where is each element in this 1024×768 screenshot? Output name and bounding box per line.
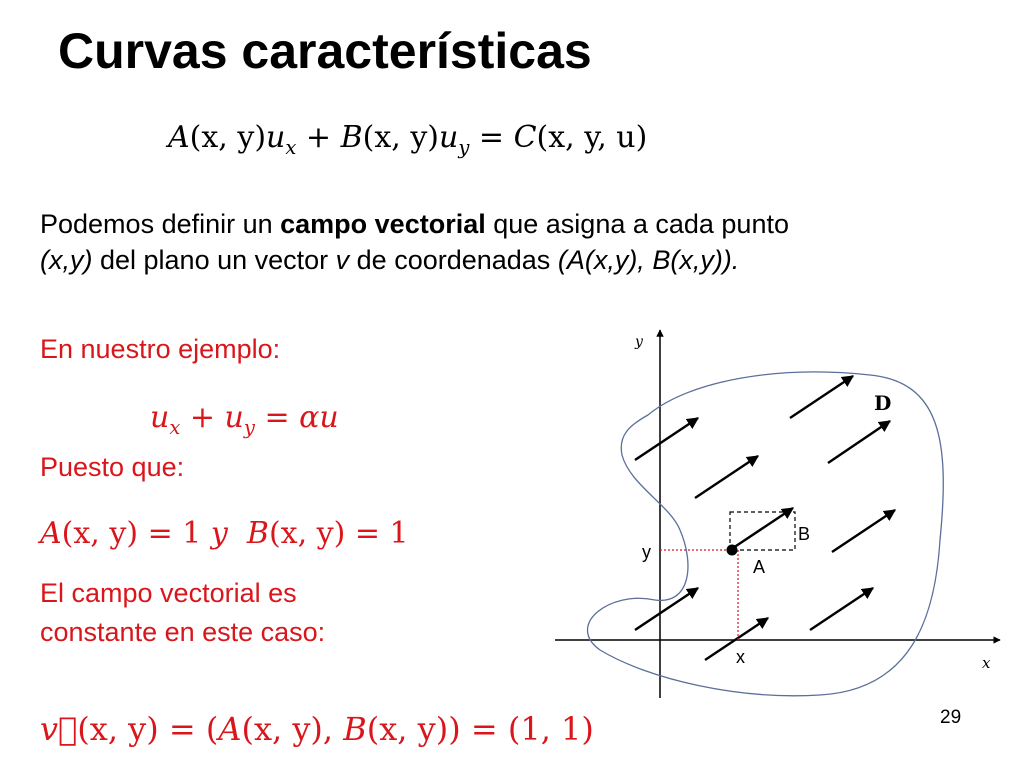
para-text: de coordenadas: [349, 245, 558, 275]
eq-term: B: [340, 120, 363, 155]
eq-term: u: [150, 400, 170, 435]
para-text: Podemos definir un: [40, 209, 281, 239]
equation-general-pde: [168, 120, 647, 159]
field-arrow: [730, 508, 793, 550]
point-x-label: x: [736, 647, 745, 667]
constant-field-line-1: El campo vectorial es: [40, 578, 297, 608]
para-bold: campo vectorial: [280, 209, 486, 239]
eq-term: =: [469, 120, 514, 155]
point-y-label: y: [642, 542, 651, 562]
para-italic: (x,y): [40, 245, 93, 275]
eq-term: = 1: [138, 516, 211, 551]
eq-term: u: [266, 120, 286, 155]
eq-term: C: [513, 120, 537, 155]
region-d-label: D: [874, 391, 892, 415]
eq-term: (x, y): [189, 120, 267, 155]
eq-term: =: [254, 400, 300, 435]
example-label: En nuestro ejemplo:: [40, 334, 281, 364]
component-a-label: A: [753, 557, 766, 577]
field-arrow: [832, 510, 895, 552]
eq-term: (x, y),: [241, 710, 344, 748]
equation-example: [150, 400, 339, 439]
para-text: del plano un vector: [92, 245, 336, 275]
eq-term: +: [296, 120, 341, 155]
eq-term: αu: [299, 400, 339, 435]
since-label: Puesto que:: [40, 452, 185, 482]
intro-paragraph: [40, 206, 789, 278]
eq-term: (x, y, u): [536, 120, 648, 155]
eq-term: A: [40, 516, 62, 551]
slide-title: Curvas características: [58, 23, 592, 79]
eq-term: B: [343, 710, 367, 748]
eq-term: u: [438, 120, 459, 155]
x-axis-label: x: [982, 654, 991, 672]
y-axis-label: y: [635, 334, 643, 350]
para-italic: (A(x,y), B(x,y)).: [557, 245, 740, 275]
field-arrow: [810, 588, 873, 630]
page-number: 29: [940, 707, 962, 728]
eq-term: (x, y): [362, 120, 439, 155]
eq-term: +: [180, 400, 225, 435]
eq-term: u: [224, 400, 244, 435]
para-text: que asigna a cada punto: [485, 209, 789, 239]
equation-coefficients: [40, 516, 409, 551]
eq-term: (x, y): [268, 516, 346, 551]
region-d-outline: [588, 372, 944, 696]
field-arrow: [695, 456, 758, 498]
eq-term: y: [243, 416, 255, 439]
eq-term: (x, y)) = (1, 1): [366, 710, 594, 748]
vector-field-diagram: [540, 320, 1010, 700]
field-arrow: [828, 421, 890, 463]
eq-term: v: [40, 710, 78, 748]
equation-vector-field: [40, 710, 594, 748]
eq-term: = 1: [345, 516, 409, 551]
base-point: [727, 545, 738, 556]
eq-term: x: [169, 416, 181, 439]
field-arrow: [635, 588, 698, 630]
field-arrow: [635, 418, 698, 460]
para-italic: v: [335, 245, 350, 275]
eq-term: A: [218, 710, 242, 748]
field-arrow: [790, 376, 853, 418]
constant-field-line-2: constante en este caso:: [40, 617, 326, 647]
eq-term: y: [458, 136, 470, 159]
eq-term: x: [285, 136, 297, 159]
eq-term: (x, y) = (: [77, 710, 219, 748]
component-b-label: B: [798, 524, 811, 544]
eq-term: A: [168, 120, 190, 155]
eq-term: y: [210, 516, 228, 551]
eq-term: (x, y): [61, 516, 139, 551]
eq-term: B: [227, 516, 269, 551]
